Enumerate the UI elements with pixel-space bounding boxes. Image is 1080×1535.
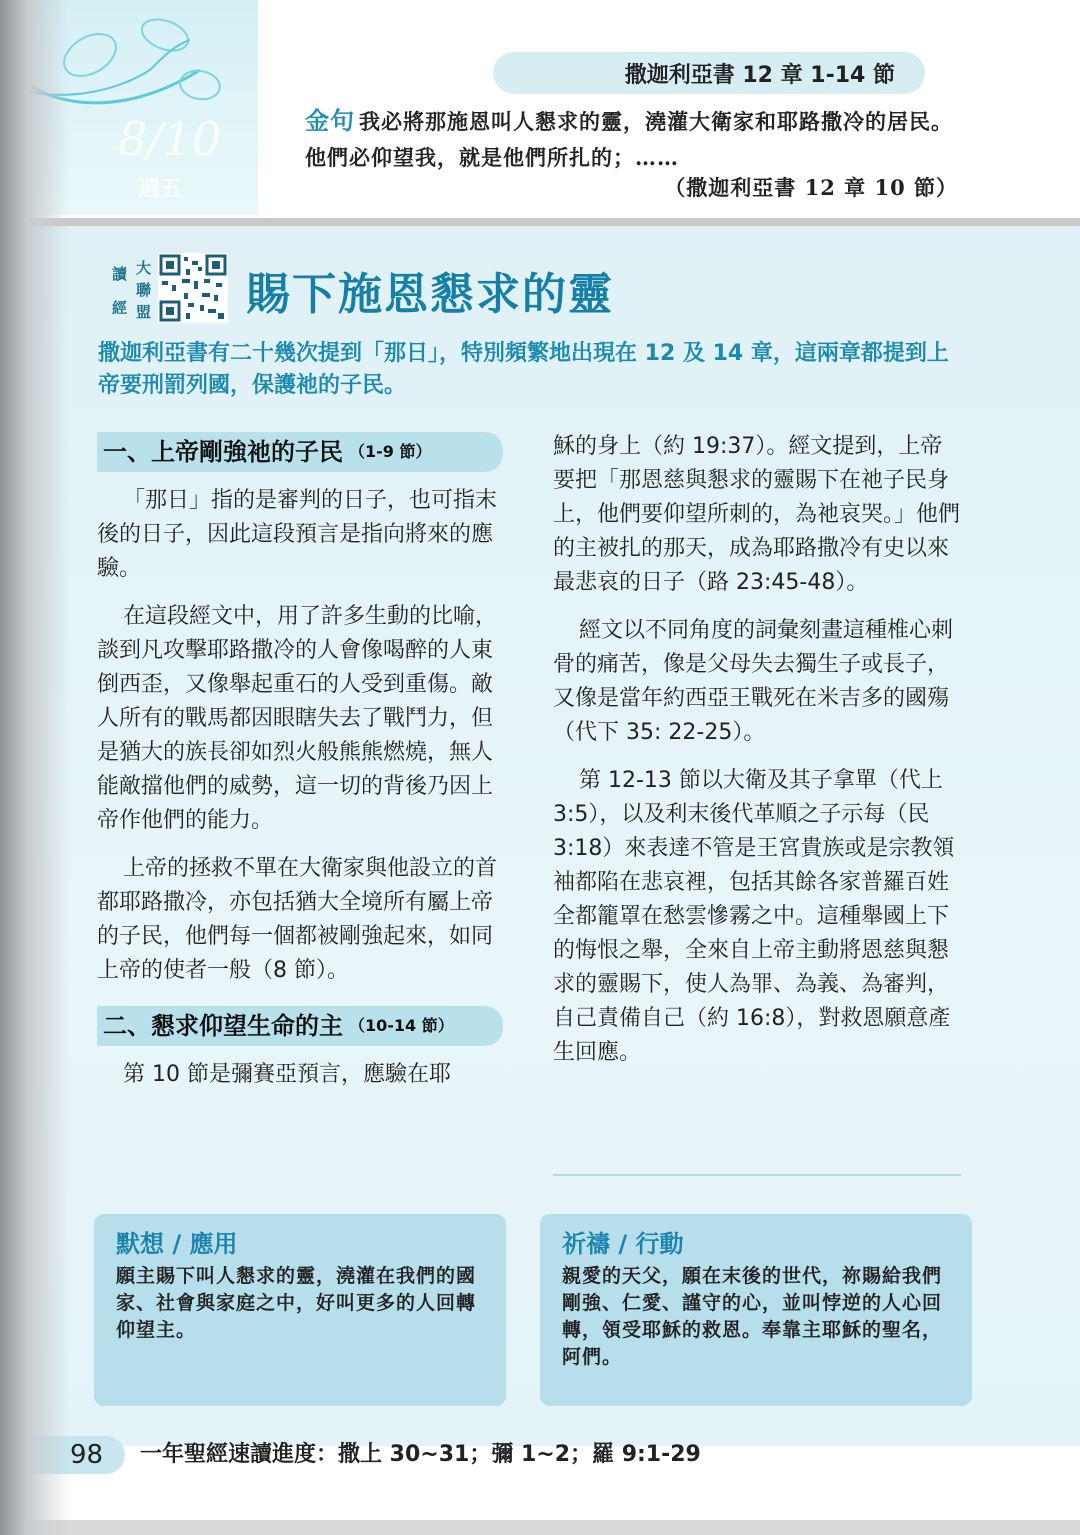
section-heading-2 xyxy=(97,1006,503,1046)
golden-verse xyxy=(305,103,965,176)
left-column xyxy=(97,432,503,1106)
golden-verse-label: 金句 xyxy=(305,106,355,135)
scripture-reference xyxy=(493,52,925,94)
section-heading-1-text: 一、上帝剛強祂的子民 xyxy=(103,438,343,466)
header-divider xyxy=(0,218,1080,226)
devotion-title: 賜下施恩懇求的靈 xyxy=(246,269,614,320)
page-number-pill xyxy=(0,1436,125,1474)
qr-label-union: 聯 xyxy=(136,281,152,299)
section-heading-2-verses: （10-14 節） xyxy=(349,1016,454,1035)
section-heading-1-verses: （1-9 節） xyxy=(349,442,432,461)
golden-verse-source: （撒迦利亞書 12 章 10 節） xyxy=(664,175,958,200)
paragraph: 「那日」指的是審判的日子，也可指末後的日子，因此這段預言是指向將來的應驗。 xyxy=(97,488,498,581)
paragraph: 第 12-13 節以大衛及其子拿單（代上 3:5），以及利末後代革順之子示每（民 3:18）來表達不管是王宮貴族或是宗教領袖都陷在悲哀裡，包括其餘各家普羅百姓全都籠罩在愁雲慘霧之中。這種舉國上下的悔恨之舉，全來自上帝主動將恩慈與懇求的靈賜下，使人為罪、為義、為審判，自己責備自己（約 16:8），對救恩願意產生回應。 xyxy=(553,768,955,1065)
prayer-box xyxy=(540,1214,972,1406)
column-divider xyxy=(553,1174,961,1176)
intro-paragraph: 撒迦利亞書有二十幾次提到「那日」，特別頻繁地出現在 12 及 14 章，這兩章都提到上帝要刑罰列國，保護祂的子民。 xyxy=(98,341,949,398)
paragraph: 穌的身上（約 19:37）。經文提到，上帝要把「那恩慈與懇求的靈賜下在祂子民身上，他們要仰望所刺的，為祂哀哭。」他們的主被扎的那天，成為耶路撒冷有史以來最悲哀的日子（路 23:45-48）。 xyxy=(553,434,961,595)
scripture-reference-text: 撒迦利亞書 12 章 1-14 節 xyxy=(624,62,895,88)
section-heading-1 xyxy=(97,432,503,472)
meditation-title: 默想 / 應用 xyxy=(116,1230,238,1258)
paragraph: 第 10 節是彌賽亞預言，應驗在耶 xyxy=(123,1062,451,1087)
reading-schedule: 一年聖經速讀進度：撒上 30~31；彌 1~2；羅 9:1-29 xyxy=(140,1442,701,1467)
golden-verse-text: 我必將那施恩叫人懇求的靈，澆灌大衛家和耶路撒冷的居民。他們必仰望我，就是他們所扎的；…… xyxy=(305,109,953,170)
weekday: 週五 xyxy=(138,177,183,202)
prayer-body: 親愛的天父，願在末後的世代，祢賜給我們剛強、仁愛、謹守的心，並叫悖逆的人心回轉，領受耶穌的救恩。奉靠主耶穌的聖名，阿們。 xyxy=(562,1265,943,1368)
meditation-box xyxy=(94,1214,506,1406)
qr-label-read: 讀 xyxy=(112,265,128,283)
page-number: 98 xyxy=(70,1440,104,1470)
qr-label xyxy=(112,258,158,328)
page-edge xyxy=(0,1520,1080,1535)
paragraph: 經文以不同角度的詞彙刻畫這種椎心刺骨的痛苦，像是父母失去獨生子或長子，又像是當年約西亞王戰死在米吉多的國殤（代下 35: 22-25）。 xyxy=(553,618,954,745)
qr-label-big: 大 xyxy=(136,259,152,277)
right-column xyxy=(553,430,963,1084)
qr-label-scripture: 經 xyxy=(112,299,128,317)
qr-code-icon[interactable] xyxy=(158,253,228,323)
date-panel xyxy=(0,0,258,215)
paragraph: 在這段經文中，用了許多生動的比喻，談到凡攻擊耶路撒冷的人會像喝醉的人東倒西歪，又像舉起重石的人受到重傷。敵人所有的戰馬都因眼瞎失去了戰鬥力，但是猶大的族長卻如烈火般熊熊燃燒，無人能敵擋他們的威勢，這一切的背後乃因上帝作他們的能力。 xyxy=(97,604,498,833)
date: 8/10 xyxy=(118,112,222,166)
prayer-title: 祈禱 / 行動 xyxy=(562,1230,684,1258)
qr-label-league: 盟 xyxy=(136,303,152,321)
footer xyxy=(0,1432,1080,1476)
paragraph: 上帝的拯救不單在大衛家與他設立的首都耶路撒冷，亦包括猶大全境所有屬上帝的子民，他們每一個都被剛強起來，如同上帝的使者一般（8 節）。 xyxy=(97,856,498,983)
meditation-body: 願主賜下叫人懇求的靈，澆灌在我們的國家、社會與家庭之中，好叫更多的人回轉仰望主。 xyxy=(116,1265,477,1341)
section-heading-2-text: 二、懇求仰望生命的主 xyxy=(103,1012,343,1040)
